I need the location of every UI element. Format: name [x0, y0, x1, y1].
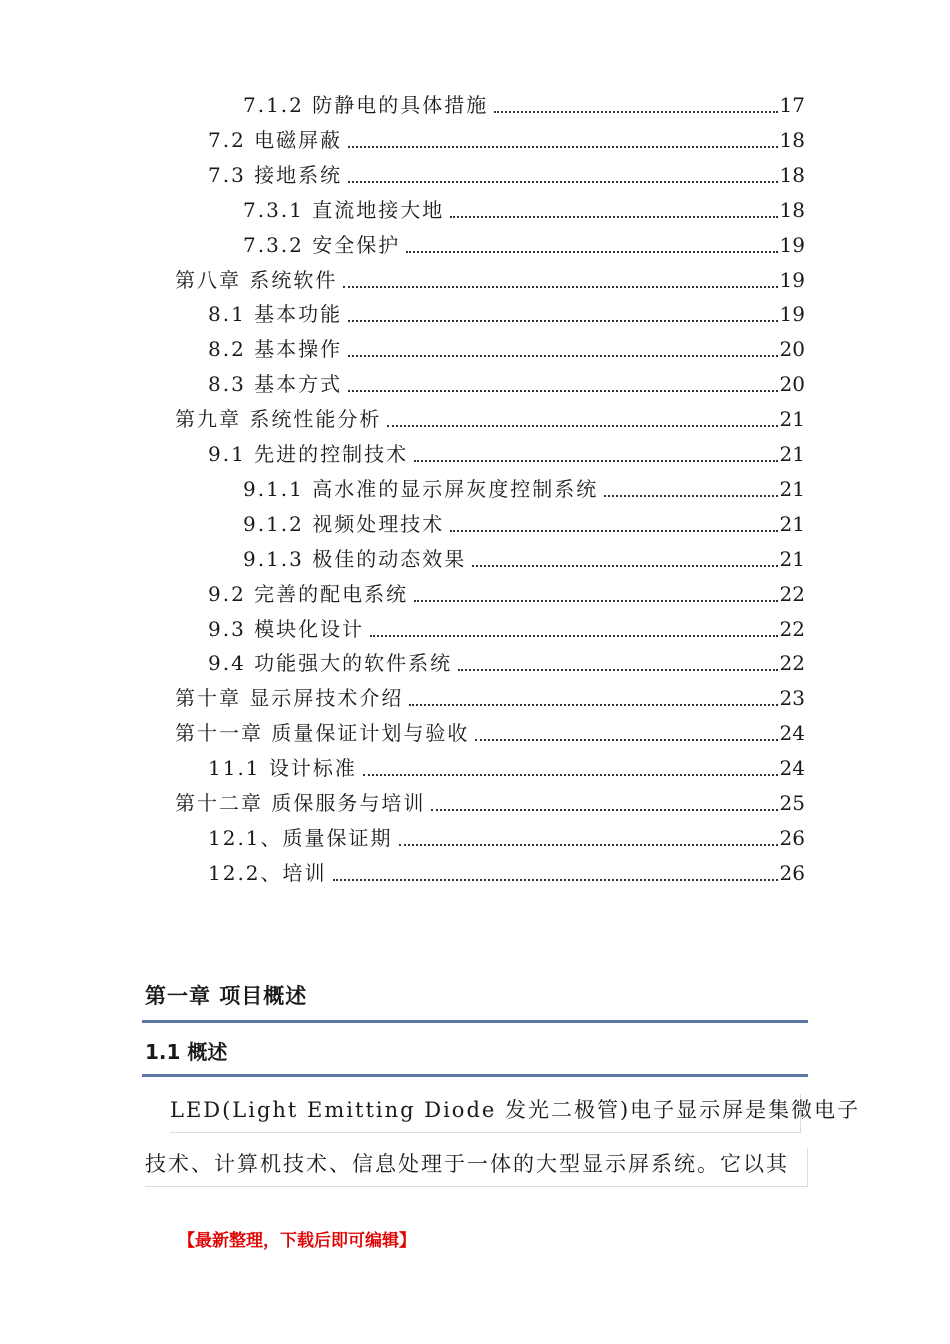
toc-leader-dots — [494, 111, 777, 113]
toc-entry[interactable] — [243, 230, 805, 260]
toc-entry[interactable] — [208, 614, 805, 644]
toc-entry[interactable] — [175, 265, 805, 295]
toc-entry-page: 22 — [779, 616, 805, 641]
toc-leader-dots — [387, 425, 777, 427]
toc-entry-page: 23 — [779, 686, 805, 711]
toc-entry[interactable] — [208, 439, 805, 469]
toc-entry-page: 26 — [779, 860, 805, 885]
section-rule — [142, 1074, 808, 1077]
toc-leader-dots — [343, 286, 777, 288]
toc-entry[interactable] — [208, 823, 805, 853]
toc-entry-label: 9.1.1 高水准的显示屏灰度控制系统 — [243, 476, 599, 501]
toc-entry-page: 18 — [779, 197, 805, 222]
toc-entry-page: 19 — [779, 302, 805, 327]
toc-entry-page: 24 — [779, 756, 805, 781]
toc-entry[interactable] — [243, 544, 805, 574]
toc-leader-dots — [363, 774, 778, 776]
toc-entry-page: 19 — [779, 267, 805, 292]
chapter-rule — [142, 1020, 808, 1023]
toc-entry-label: 第十二章 质保服务与培训 — [175, 791, 426, 815]
toc-entry[interactable] — [208, 160, 805, 190]
toc-entry-page: 20 — [779, 372, 805, 397]
toc-leader-dots — [431, 809, 777, 811]
toc-leader-dots — [333, 879, 778, 881]
toc-entry-label: 第八章 系统软件 — [175, 267, 338, 292]
toc-entry-label: 9.1.2 视频处理技术 — [243, 511, 445, 536]
chapter-title: 第一章 项目概述 — [145, 984, 308, 1008]
toc-entry-page: 24 — [779, 721, 805, 746]
toc-leader-dots — [458, 669, 777, 671]
toc-entry[interactable] — [175, 683, 805, 713]
toc-entry[interactable] — [243, 195, 805, 225]
toc-leader-dots — [450, 530, 777, 532]
toc-leader-dots — [399, 844, 778, 846]
toc-entry-label: 第十一章 质量保证计划与验收 — [175, 721, 470, 746]
paragraph-line-1: LED(Light Emitting Diode 发光二极管)电子显示屏是集微电子 — [170, 1094, 801, 1133]
toc-entry-page: 21 — [779, 442, 805, 466]
toc-entry-label: 11.1 设计标准 — [208, 756, 357, 781]
toc-leader-dots — [409, 704, 777, 706]
toc-entry-page: 21 — [779, 476, 805, 501]
toc-entry-label: 7.1.2 防静电的具体措施 — [243, 93, 489, 117]
toc-entry[interactable] — [208, 125, 805, 155]
toc-entry[interactable] — [208, 369, 805, 399]
toc-entry[interactable] — [208, 753, 805, 783]
toc-leader-dots — [370, 635, 777, 637]
toc-entry-page: 21 — [779, 511, 805, 536]
toc-leader-dots — [348, 320, 777, 322]
toc-entry-label: 8.3 基本方式 — [208, 372, 343, 397]
toc-leader-dots — [348, 390, 777, 392]
toc-leader-dots — [450, 216, 777, 218]
toc-entry-page: 22 — [779, 581, 805, 606]
toc-entry-page: 22 — [779, 651, 805, 676]
toc-entry-label: 9.1 先进的控制技术 — [208, 442, 409, 466]
toc-leader-dots — [348, 181, 777, 183]
toc-entry-page: 20 — [779, 337, 805, 362]
toc-entry-label: 9.2 完善的配电系统 — [208, 581, 409, 606]
toc-entry[interactable] — [208, 334, 805, 364]
toc-entry-page: 17 — [779, 93, 805, 117]
toc-entry-label: 9.1.3 极佳的动态效果 — [243, 546, 467, 571]
toc-entry-page: 21 — [779, 546, 805, 571]
toc-entry[interactable] — [175, 788, 805, 818]
toc-entry-label: 第九章 系统性能分析 — [175, 407, 382, 432]
toc-entry-label: 9.4 功能强大的软件系统 — [208, 651, 453, 676]
toc-entry-label: 8.1 基本功能 — [208, 302, 343, 327]
toc-entry-label: 7.3 接地系统 — [208, 162, 343, 187]
toc-entry[interactable] — [243, 474, 805, 504]
toc-leader-dots — [414, 460, 777, 462]
toc-entry-page: 21 — [779, 407, 805, 432]
toc-leader-dots — [604, 495, 777, 497]
toc-leader-dots — [472, 565, 777, 567]
toc-entry-label: 7.3.2 安全保护 — [243, 232, 401, 257]
toc-entry-label: 12.1、质量保证期 — [208, 825, 393, 850]
toc-leader-dots — [348, 146, 777, 148]
toc-entry[interactable] — [208, 858, 805, 888]
toc-entry-page: 26 — [779, 825, 805, 850]
toc-leader-dots — [414, 600, 777, 602]
toc-entry-label: 7.2 电磁屏蔽 — [208, 127, 343, 152]
toc-leader-dots — [475, 739, 777, 741]
paragraph-line-2: 技术、计算机技术、信息处理于一体的大型显示屏系统。它以其 — [145, 1148, 808, 1187]
toc-entry[interactable] — [208, 579, 805, 609]
toc-entry[interactable] — [208, 648, 805, 678]
toc-entry-page: 18 — [779, 127, 805, 152]
toc-entry[interactable] — [208, 299, 805, 329]
toc-entry[interactable] — [175, 718, 805, 748]
toc-entry-label: 9.3 模块化设计 — [208, 616, 365, 641]
toc-entry-label: 12.2、培训 — [208, 860, 327, 885]
toc-entry-label: 第十章 显示屏技术介绍 — [175, 686, 404, 711]
toc-entry[interactable] — [175, 404, 805, 434]
toc-entry-label: 7.3.1 直流地接大地 — [243, 197, 445, 222]
section-title: 1.1 概述 — [145, 1040, 228, 1064]
toc-entry-label: 8.2 基本操作 — [208, 337, 343, 362]
toc-entry[interactable] — [243, 90, 805, 120]
toc-entry-page: 25 — [779, 791, 805, 815]
toc-entry[interactable] — [243, 509, 805, 539]
toc-leader-dots — [348, 355, 777, 357]
footer-note: 【最新整理，下载后即可编辑】 — [178, 1231, 416, 1251]
toc-entry-page: 19 — [779, 232, 805, 257]
toc-leader-dots — [406, 251, 777, 253]
toc-entry-page: 18 — [779, 162, 805, 187]
